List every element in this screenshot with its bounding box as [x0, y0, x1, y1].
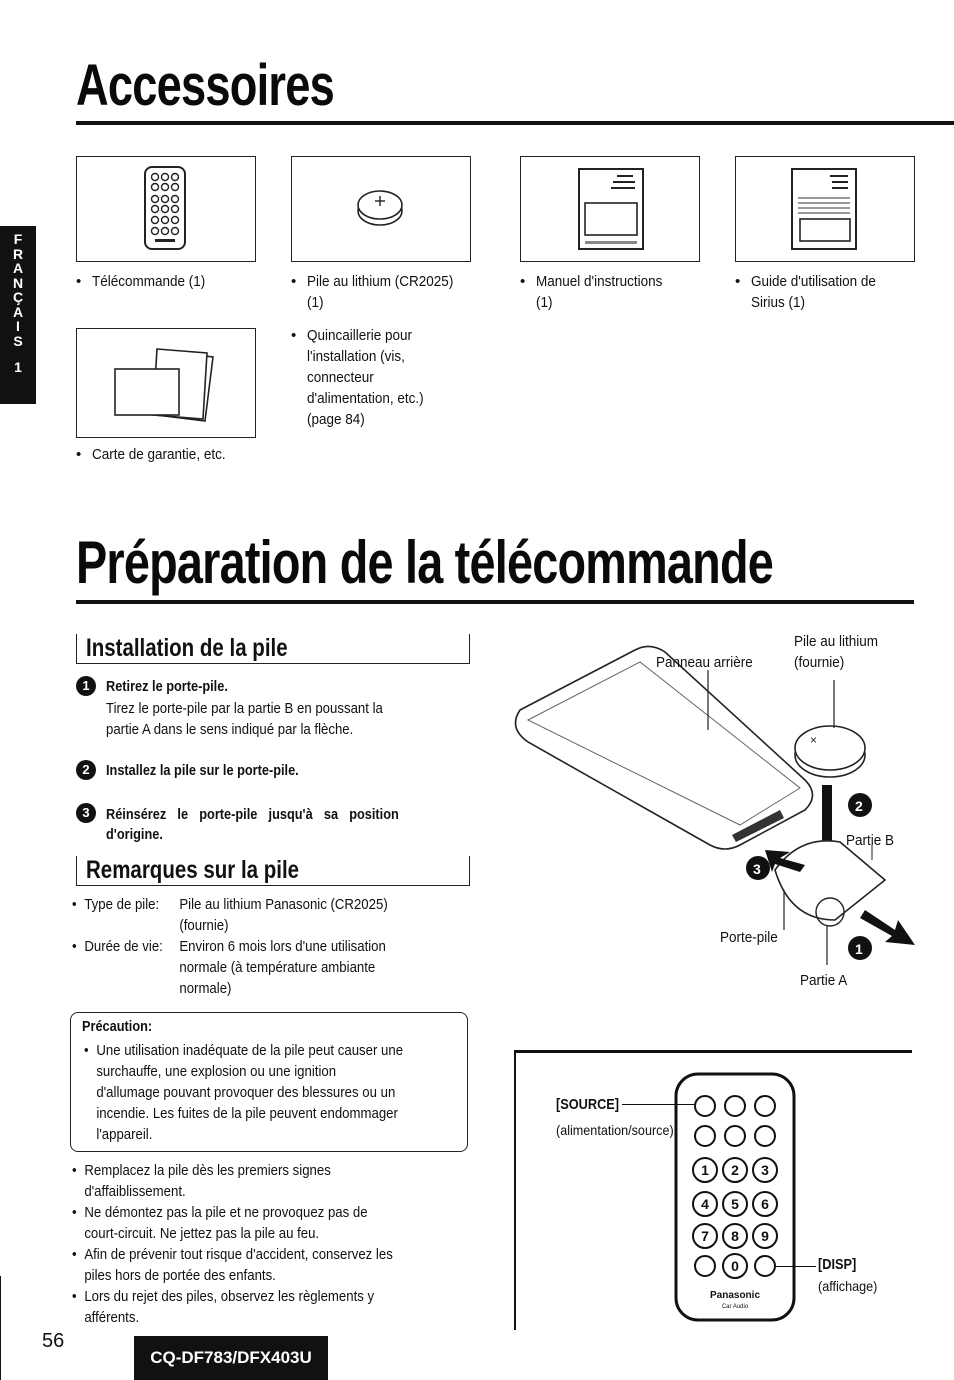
remote-key-7: 7: [701, 1228, 709, 1244]
holder-label: Porte-pile: [720, 929, 778, 946]
remote-diagram-top-rule: [514, 1050, 912, 1053]
remote-sub: Car Audio: [721, 1304, 749, 1310]
advice-line: • Afin de prévenir tout risque d'accident, conservez les: [72, 1246, 393, 1263]
title-rule: [76, 121, 954, 125]
battery-type-note: • Type de pile: Pile au lithium Panasonic (CR2025) (fournie): [72, 896, 388, 934]
caution-line: l'appareil.: [96, 1126, 153, 1143]
caution-text: [84, 1040, 462, 1145]
part-b-label: Partie B: [846, 832, 895, 849]
advice-line: d'affaiblissement.: [84, 1183, 186, 1200]
language-tab: [0, 226, 36, 404]
sidebar-letter: N: [12, 274, 24, 291]
remote-diagram-left-rule: [514, 1050, 516, 1330]
sidebar-letter: Ç: [12, 289, 24, 305]
hardware-line: (page 84): [307, 411, 365, 428]
accessory-hardware-label: • Quincaillerie pour l'installation (vis, connecteur d'alimentation, etc.) (page 84): [291, 327, 424, 428]
step-1-icon: 1: [76, 676, 96, 696]
warranty-image-box: [76, 328, 256, 438]
sidebar-letter: R: [12, 245, 24, 262]
step-2-icon: 2: [76, 760, 96, 780]
sidebar-letter: 1: [14, 359, 22, 375]
battery-label: Pile au lithium (fournie): [794, 633, 879, 671]
svg-text:1: 1: [855, 941, 863, 957]
hardware-line: d'alimentation, etc.): [307, 390, 424, 407]
accessory-remote-label: • Télécommande (1): [76, 273, 206, 290]
advice-line: • Lors du rejet des piles, observez les règlements y: [72, 1288, 375, 1305]
remote-key-6: 6: [761, 1196, 769, 1212]
svg-text:2: 2: [855, 798, 863, 814]
install-section-title: Installation de la pile: [86, 634, 288, 662]
sidebar-letter: A: [12, 260, 24, 276]
caution-line: • Une utilisation inadéquate de la pile peut causer une: [84, 1042, 404, 1059]
caution-line: surchauffe, une explosion ou une ignition: [96, 1063, 337, 1080]
battery-image-box: [291, 156, 471, 262]
step-1-text: Tirez le porte-pile par la partie B en poussant la partie A dans le sens indiqué par la flèche.: [106, 700, 383, 738]
advice-line: afférents.: [84, 1309, 140, 1326]
hardware-line: connecteur: [307, 369, 374, 386]
preparation-rule: [76, 600, 914, 604]
caution-title: Précaution:: [82, 1018, 153, 1035]
disp-description: (affichage): [818, 1278, 878, 1294]
warranty-card-icon: [77, 329, 255, 437]
remote-brand: Panasonic: [709, 1290, 761, 1301]
remote-key-1: 1: [701, 1162, 709, 1178]
sidebar-letter: I: [16, 318, 20, 334]
left-edge-rule: [0, 1276, 1, 1380]
step-3-title: Réinsérez le porte-pile jusqu'à sa position d'origine.: [106, 806, 399, 843]
advice-line: piles hors de portée des enfants.: [84, 1267, 276, 1284]
source-description: (alimentation/source): [556, 1122, 674, 1138]
source-label: [SOURCE]: [556, 1096, 620, 1113]
advice-line: • Remplacez la pile dès les premiers signes: [72, 1162, 331, 1179]
battery-life-note: • Durée de vie: Environ 6 mois lors d'une utilisation normale (à température ambiante normale): [72, 938, 386, 997]
hardware-line: Quincaillerie pour: [307, 327, 413, 344]
svg-text:×: ×: [810, 733, 818, 747]
sidebar-letter: F: [13, 231, 23, 247]
remote-key-3: 3: [761, 1162, 769, 1178]
model-number-badge: CQ-DF783/DFX403U: [134, 1336, 328, 1380]
remote-key-9: 9: [761, 1228, 769, 1244]
accessory-warranty-label: • Carte de garantie, etc.: [76, 446, 226, 463]
hardware-line: l'installation (vis,: [307, 348, 405, 365]
remote-key-8: 8: [731, 1228, 739, 1244]
svg-text:3: 3: [753, 861, 761, 877]
caution-line: incendie. Les fuites de la pile peuvent endommager: [96, 1105, 398, 1122]
remote-key-0: 0: [731, 1258, 739, 1274]
section-title-preparation: Préparation de la télécommande: [76, 529, 774, 596]
notes-section-title: Remarques sur la pile: [86, 856, 300, 884]
page-title: Accessoires: [76, 53, 335, 118]
caution-line: d'allumage pouvant provoquer des blessures ou un: [96, 1084, 396, 1101]
remote-image-box: [76, 156, 256, 262]
page-number: 56: [42, 1330, 65, 1352]
manual-booklet-icon: [521, 157, 699, 261]
battery-install-diagram: [500, 620, 920, 1000]
sidebar-letter: S: [13, 332, 23, 349]
coin-battery-icon: [292, 157, 470, 261]
remote-key-5: 5: [731, 1196, 739, 1212]
remote-key-4: 4: [701, 1196, 709, 1212]
sirius-guide-image-box: [735, 156, 915, 262]
rear-panel-label: Panneau arrière: [656, 654, 753, 671]
battery-advice-list: [72, 1160, 472, 1328]
part-a-label: Partie A: [800, 972, 848, 989]
step-2-title: Installez la pile sur le porte-pile.: [106, 762, 299, 779]
remote-control-icon: [77, 157, 255, 261]
remote-control-diagram: [672, 1070, 802, 1326]
step-3-icon: 3: [76, 803, 96, 823]
guide-booklet-icon: [736, 157, 914, 261]
step-1-title: Retirez le porte-pile.: [106, 678, 228, 695]
disp-leader-line: [776, 1266, 816, 1267]
accessory-manual-label: • Manuel d'instructions (1): [520, 273, 663, 311]
remote-key-2: 2: [731, 1162, 739, 1178]
accessory-guide-label: • Guide d'utilisation de Sirius (1): [735, 273, 876, 311]
manual-image-box: [520, 156, 700, 262]
source-leader-line: [622, 1104, 694, 1105]
advice-line: • Ne démontez pas la pile et ne provoquez pas de: [72, 1204, 368, 1221]
accessory-battery-label: • Pile au lithium (CR2025) (1): [291, 273, 454, 311]
advice-line: court-circuit. Ne jettez pas la pile au feu.: [84, 1225, 320, 1242]
disp-label: [DISP]: [818, 1256, 857, 1273]
sidebar-letter: A: [12, 303, 24, 320]
